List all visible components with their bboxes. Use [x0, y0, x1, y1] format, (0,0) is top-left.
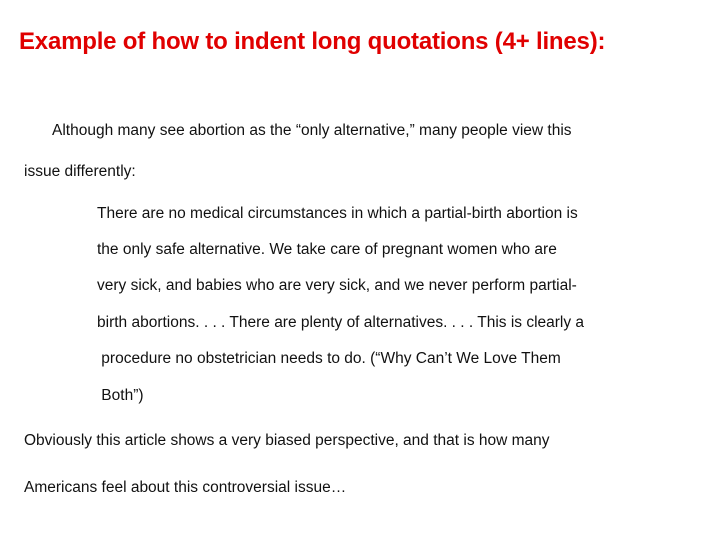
quote-line-3: very sick, and babies who are very sick, and we never perform partial-: [97, 277, 577, 294]
intro-line-2: issue differently:: [24, 163, 136, 180]
quote-line-4: birth abortions. . . . There are plenty of alternatives. . . . This is clearly a: [97, 314, 585, 331]
conclusion-line-2: Americans feel about this controversial issue…: [24, 479, 347, 496]
quote-line-2: the only safe alternative. We take care of pregnant women who are: [97, 241, 557, 258]
intro-line-1: Although many see abortion as the “only alternative,” many people view this: [52, 122, 572, 139]
quote-line-1: There are no medical circumstances in which a partial-birth abortion is: [97, 205, 578, 222]
quote-line-6: Both”): [97, 387, 144, 404]
quote-line-5: procedure no obstetrician needs to do. (“Why Can’t We Love Them: [97, 350, 561, 367]
conclusion-line-1: Obviously this article shows a very biased perspective, and that is how many: [24, 432, 550, 449]
slide-title: Example of how to indent long quotations (4+ lines):: [19, 28, 606, 55]
